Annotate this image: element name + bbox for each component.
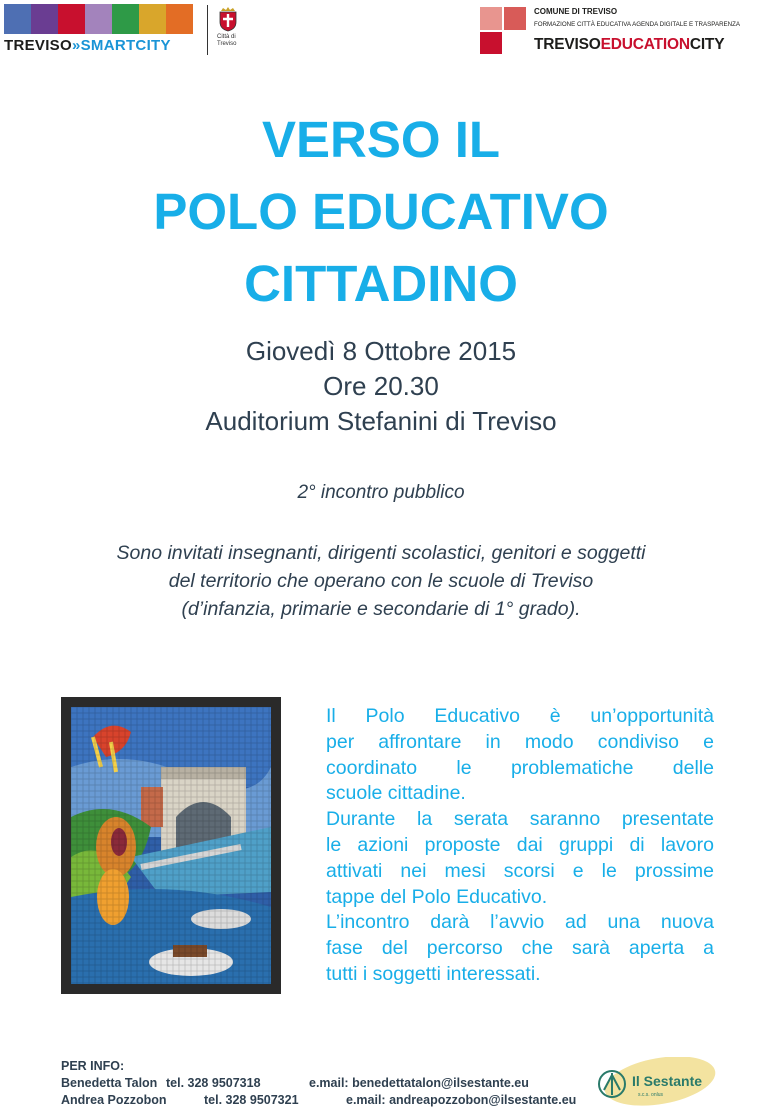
title-line-3: CITTADINO — [244, 255, 518, 312]
description-line: Il Polo Educativo è un’opportunità — [326, 705, 714, 727]
invitation-text — [0, 539, 762, 623]
description-line: Durante la serata saranno presentate — [326, 808, 714, 831]
title-line-2: POLO EDUCATIVO — [153, 183, 609, 240]
contact-row — [61, 1092, 577, 1109]
description-line: tutti i soggetti interessati. — [326, 962, 541, 985]
color-stripe — [4, 4, 31, 34]
contact-row — [61, 1075, 529, 1092]
contact-name: Andrea Pozzobon — [61, 1093, 167, 1107]
sestante-logo-subtext: s.c.s. onlus — [638, 1092, 664, 1098]
smartcity-brand-part1: TREVISO — [4, 37, 72, 54]
education-brand-part2: EDUCATION — [600, 36, 690, 53]
description-line: attivati nei mesi scorsi e le prossime — [326, 859, 714, 882]
il-sestante-logo — [594, 1057, 719, 1109]
title-line-1: VERSO IL — [261, 111, 501, 168]
smartcity-color-stripes — [4, 4, 193, 34]
smartcity-brand-part2: SMARTCITY — [80, 37, 171, 54]
invitation-line-3: (d’infanzia, primarie e secondarie di 1° grado). — [181, 598, 581, 620]
contact-phone: tel. 328 9507318 — [166, 1076, 261, 1090]
mosaic-artwork — [71, 707, 271, 984]
contact-name: Benedetta Talon — [61, 1076, 158, 1090]
description-line: scuole cittadine. — [326, 782, 466, 805]
description-line: coordinato le problematiche delle — [326, 756, 714, 779]
event-date: Giovedì 8 Ottobre 2015 — [245, 336, 517, 366]
invitation-line-1: Sono invitati insegnanti, dirigenti scolastici, genitori e soggetti — [116, 542, 646, 564]
treviso-smartcity-logo — [4, 37, 171, 54]
contact-email[interactable]: e.mail: andreapozzobon@ilsestante.eu — [346, 1093, 577, 1107]
formazione-subtitle: FORMAZIONE CITTÀ EDUCATIVA AGENDA DIGITALE E TRASPARENZA — [534, 21, 741, 28]
invitation-line-2: del territorio che operano con le scuole di Treviso — [168, 570, 594, 592]
event-place: Auditorium Stefanini di Treviso — [205, 406, 557, 436]
meeting-subtitle: 2° incontro pubblico — [297, 482, 465, 503]
description-line: fase del percorso che sarà aperta a — [326, 937, 714, 960]
mosaic-painting-image — [61, 697, 281, 994]
treviso-crest-icon — [218, 6, 238, 32]
color-stripe — [166, 4, 193, 34]
color-stripe — [112, 4, 139, 34]
contact-phone: tel. 328 9507321 — [204, 1093, 299, 1107]
event-details — [0, 334, 762, 439]
description-line: le azioni proposte dai gruppi di lavoro — [326, 833, 714, 856]
contact-email[interactable]: e.mail: benedettatalon@ilsestante.eu — [309, 1076, 529, 1090]
contact-heading: PER INFO: — [61, 1059, 125, 1073]
description-line: tappe del Polo Educativo. — [326, 885, 548, 908]
comune-di-treviso-label: COMUNE DI TREVISO — [534, 7, 618, 16]
citta-caption-line2: Treviso — [217, 41, 237, 47]
smartcity-brand-arrows: » — [71, 37, 81, 54]
sestante-logo-text: Il Sestante — [632, 1073, 703, 1089]
color-stripe — [58, 4, 85, 34]
education-brand-part1: TREVISO — [534, 36, 601, 53]
color-stripe — [85, 4, 112, 34]
education-brand-part3: CITY — [689, 36, 725, 53]
education-city-squares-logo — [480, 7, 526, 54]
description-line: L’incontro darà l’avvio ad una nuova — [326, 911, 714, 934]
header-divider — [207, 5, 208, 55]
description-line: per affrontare in modo condiviso e — [326, 730, 714, 753]
color-stripe — [139, 4, 166, 34]
citta-di-treviso-caption — [217, 34, 236, 48]
contact-info — [61, 1058, 577, 1109]
color-stripe — [31, 4, 58, 34]
description-paragraph — [326, 704, 714, 988]
poster-title — [0, 104, 762, 320]
event-time: Ore 20.30 — [323, 371, 439, 401]
citta-caption-line1: Città di — [217, 34, 236, 40]
treviso-education-city-logo — [534, 36, 724, 54]
